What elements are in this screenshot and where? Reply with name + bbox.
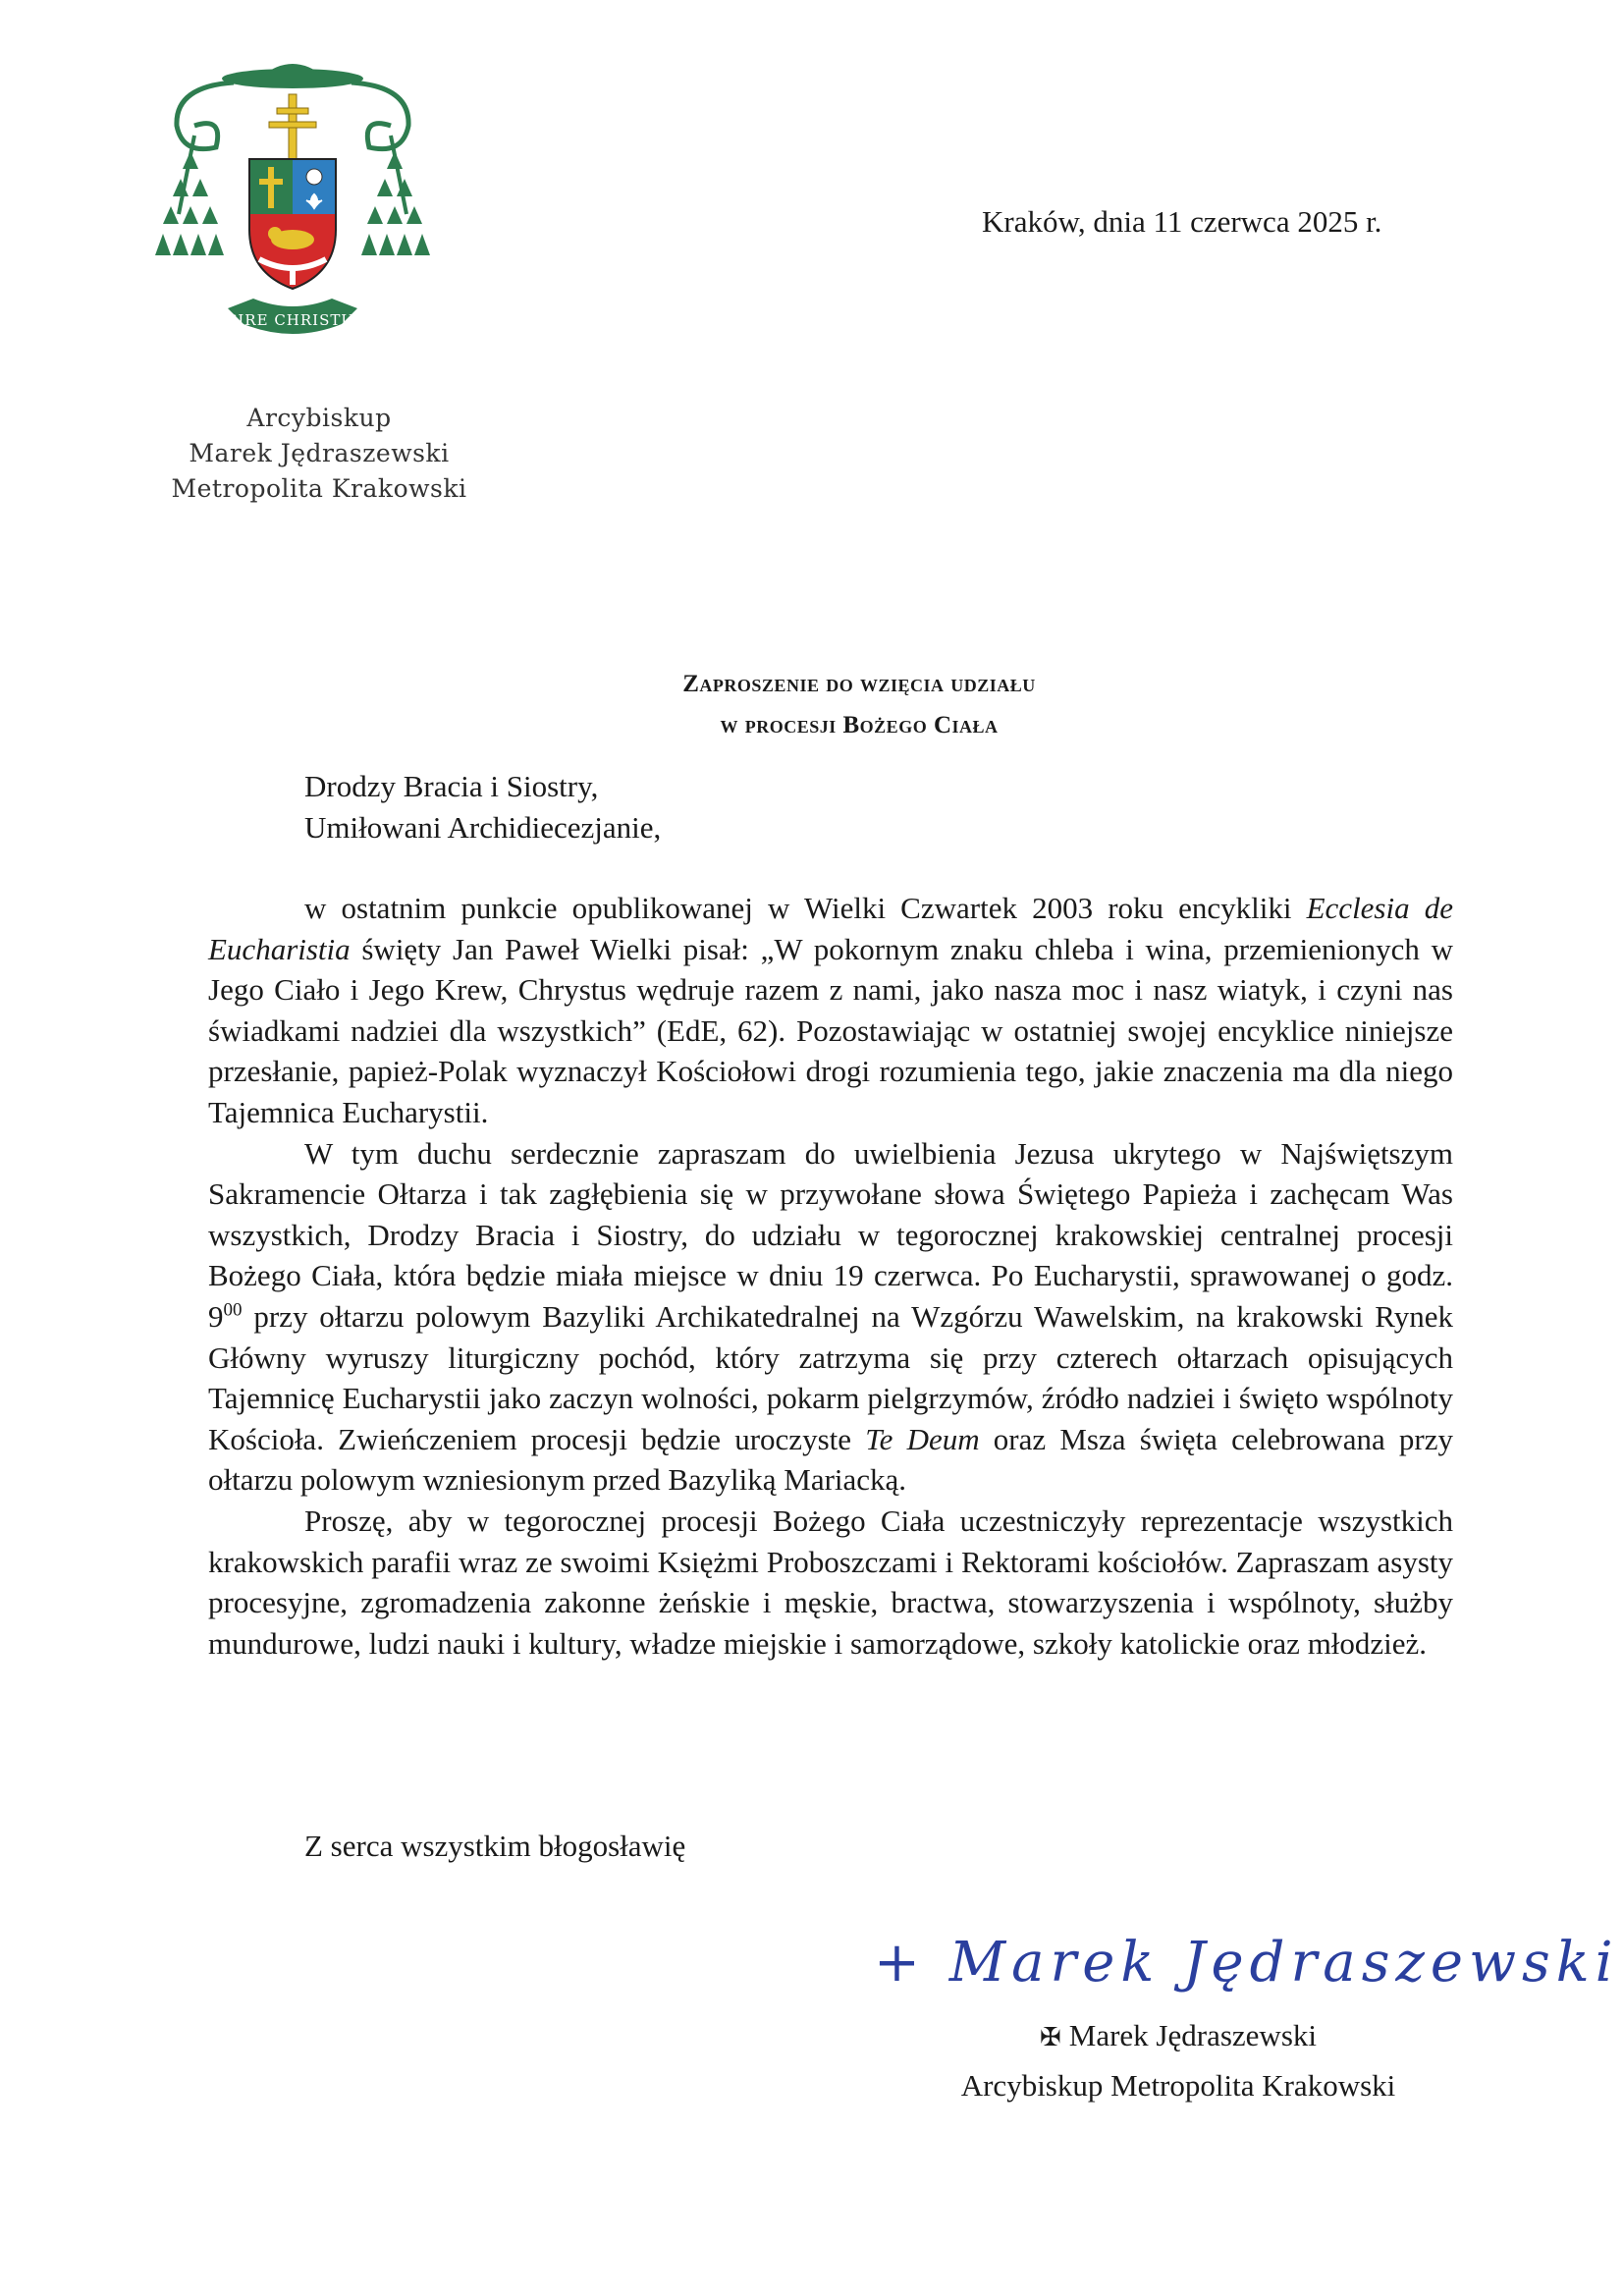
cross-icon: ✠	[1039, 2023, 1061, 2051]
paragraph: w ostatnim punkcie opublikowanej w Wielki Czwartek 2003 roku encykliki Ecclesia de Eucharistia święty Jan Paweł Wielki pisał: „W pokornym znaku chleba i wina, przemienionych w Jego Ciało i Jego Krew, Chrystus wędruje razem z nami, jako nasza moc i nasz wiatyk, i czyni nas świadkami nadziei dla wszystkich” (EdE, 62). Pozostawiając w ostatniej swojej encyklice niniejsze przesłanie, papież-Polak wyznaczył Kościołowi drogi rozumienia tego, jakie znaczenia ma dla niego Tajemnica Eucharystii.	[208, 891, 1453, 1129]
paragraph: W tym duchu serdecznie zapraszam do uwielbienia Jezusa ukrytego w Najświętszym Sakramencie Ołtarza i tak zagłębienia się w przywołane słowa Świętego Papieża i zachęcam Was wszystkich, Drodzy Bracia i Siostry, do udziału w tegorocznej krakowskiej centralnej procesji Bożego Ciała, która będzie miała miejsce w dniu 19 czerwca. Po Eucharystii, sprawowanej o godz. $9^{00}$ przy ołtarzu polowym Bazyliki Archikatedralnej na Wzgórzu Wawelskim, na krakowski Rynek Główny wyruszy liturgiczny pochód, który zatrzyma się przy czterech ołtarzach opisujących Tajemnicę Eucharystii jako zaczyn wolności, pokarm pielgrzymów, źródło nadziei i święto wspólnoty Kościoła. Zwieńczeniem procesji będzie uroczyste Te Deum oraz Msza święta celebrowana przy ołtarzu polowym wzniesionym przed Bazyliką Mariacką.	[208, 1135, 1453, 1498]
sender-line: Metropolita Krakowski	[171, 474, 467, 503]
hat-cord-right	[352, 82, 408, 149]
salutation	[304, 766, 661, 848]
motto-text: SCIRE CHRISTUM	[214, 311, 371, 329]
tassels-right	[361, 151, 430, 255]
archbishop-coat-of-arms	[155, 57, 430, 391]
letter-date: Kraków, dnia 11 czerwca 2025 r.	[982, 204, 1382, 239]
closing-line: Z serca wszystkim błogosławię	[304, 1829, 686, 1863]
handwritten-signature	[864, 1910, 1619, 2018]
sender-block	[118, 401, 520, 507]
letter-title	[393, 664, 1325, 746]
hat-cord-left	[177, 82, 234, 149]
signer-name: Marek Jędraszewski	[1068, 2018, 1317, 2052]
salutation-line: Drodzy Bracia i Siostry,	[304, 769, 599, 803]
letter-body	[208, 888, 1453, 1664]
signer-block	[913, 2011, 1443, 2109]
salutation-line: Umiłowani Archidiecezjanie,	[304, 810, 662, 845]
signature-text: + Marek Jędraszewski	[874, 1931, 1619, 1995]
shield	[249, 159, 336, 289]
title-line: Zaproszenie do wzięcia udziału	[682, 671, 1036, 697]
paragraph: Proszę, aby w tegorocznej procesji Bożego Ciała uczestniczyły reprezentacje wszystkich krakowskich parafii wraz ze swoimi Księżmi Proboszczami i Rektorami kościołów. Zapraszam asysty procesyjne, zgromadzenia zakonne żeńskie i męskie, bractwa, stowarzyszenia i wspólnoty, służby mundurowe, ludzi nauki i kultury, władze miejskie i samorządowe, szkoły katolickie oraz młodzież.	[208, 1503, 1453, 1661]
signer-title: Arcybiskup Metropolita Krakowski	[960, 2068, 1396, 2103]
galero-hat-crown	[261, 64, 324, 77]
signer-name-line	[913, 2011, 1443, 2061]
sender-line: Arcybiskup	[246, 404, 392, 432]
tassels-left	[155, 151, 224, 255]
rose-icon	[306, 169, 322, 185]
title-line: w procesji Bożego Ciała	[720, 712, 999, 738]
sender-line: Marek Jędraszewski	[189, 439, 450, 467]
